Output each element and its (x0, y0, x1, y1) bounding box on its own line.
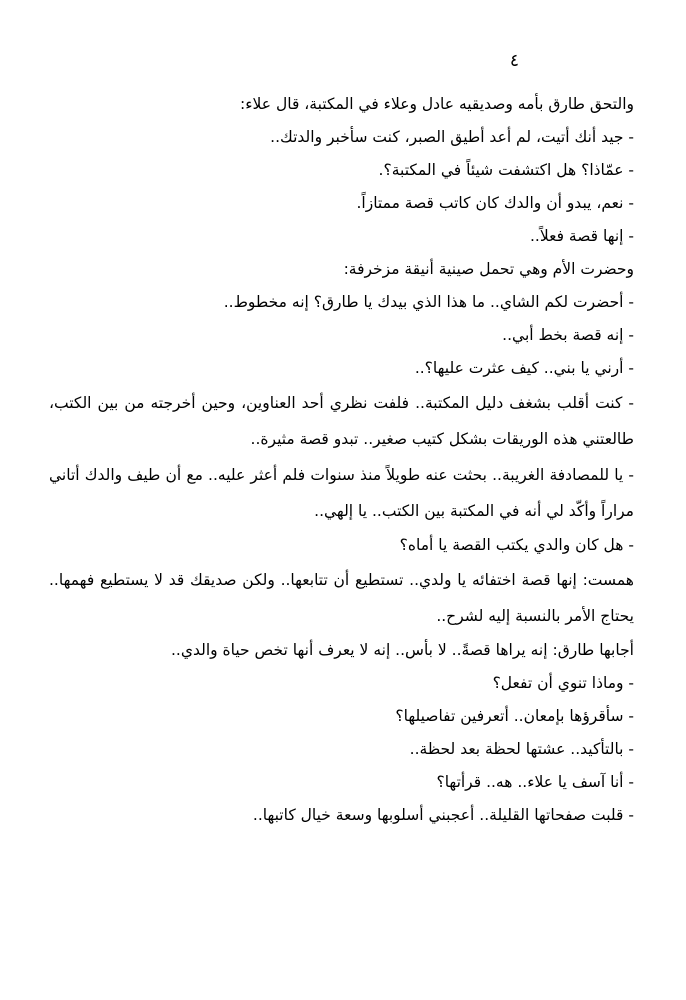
paragraph: - قلبت صفحاتها القليلة.. أعجبني أسلوبها وسعة خيال كاتبها.. (252, 806, 634, 824)
paragraph: - يا للمصادفة الغريبة.. بحثت عنه طويلاً منذ سنوات فلم أعثر عليه.. مع أن طيف والدك أتاني مراراً وأكّد لي أنه في المكتبة بين الكتب.. يا إلهي.. (49, 466, 634, 520)
paragraph: - هل كان والدي يكتب القصة يا أماه؟ (399, 536, 634, 554)
paragraph: - بالتأكيد.. عشتها لحظة بعد لحظة.. (409, 740, 634, 758)
paragraph: - أحضرت لكم الشاي.. ما هذا الذي بيدك يا طارق؟ إنه مخطوط.. (223, 293, 634, 311)
story-text (49, 88, 634, 832)
page-number: ٤ (509, 51, 520, 71)
paragraph: همست: إنها قصة اختفائه يا ولدي.. تستطيع أن تتابعها.. ولكن صديقك قد لا يستطيع فهمها.. يحتاج الأمر بالنسبة إليه لشرح.. (49, 571, 634, 625)
paragraph: - نعم، يبدو أن والدك كان كاتب قصة ممتازاً. (356, 194, 634, 212)
paragraph: وحضرت الأم وهي تحمل صينية أنيقة مزخرفة: (343, 260, 634, 278)
paragraph: - وماذا تنوي أن تفعل؟ (492, 674, 634, 692)
paragraph: - جيد أنك أتيت، لم أعد أطيق الصبر، كنت سأخبر والدتك.. (270, 128, 634, 146)
paragraph: أجابها طارق: إنه يراها قصةً.. لا بأس.. إنه لا يعرف أنها تخص حياة والدي.. (170, 641, 634, 659)
paragraph: - إنها قصة فعلاً.. (529, 227, 634, 245)
paragraph: - إنه قصة بخط أبي.. (502, 326, 634, 344)
paragraph: والتحق طارق بأمه وصديقيه عادل وعلاء في المكتبة، قال علاء: (240, 95, 634, 113)
paragraph: - سأقرؤها بإمعان.. أتعرفين تفاصيلها؟ (395, 707, 634, 725)
paragraph: - أنا آسف يا علاء.. هه.. قرأتها؟ (436, 773, 634, 791)
paragraph: - عمّاذا؟ هل اكتشفت شيئاً في المكتبة؟. (378, 161, 634, 179)
paragraph: - كنت أقلب بشغف دليل المكتبة.. فلفت نظري أحد العناوين، وحين أخرجته من بين الكتب، طالعتني هذه الوريقات بشكل كتيب صغير.. تبدو قصة مثيرة.. (49, 394, 634, 448)
paragraph: - أرني يا بني.. كيف عثرت عليها؟.. (414, 359, 634, 377)
